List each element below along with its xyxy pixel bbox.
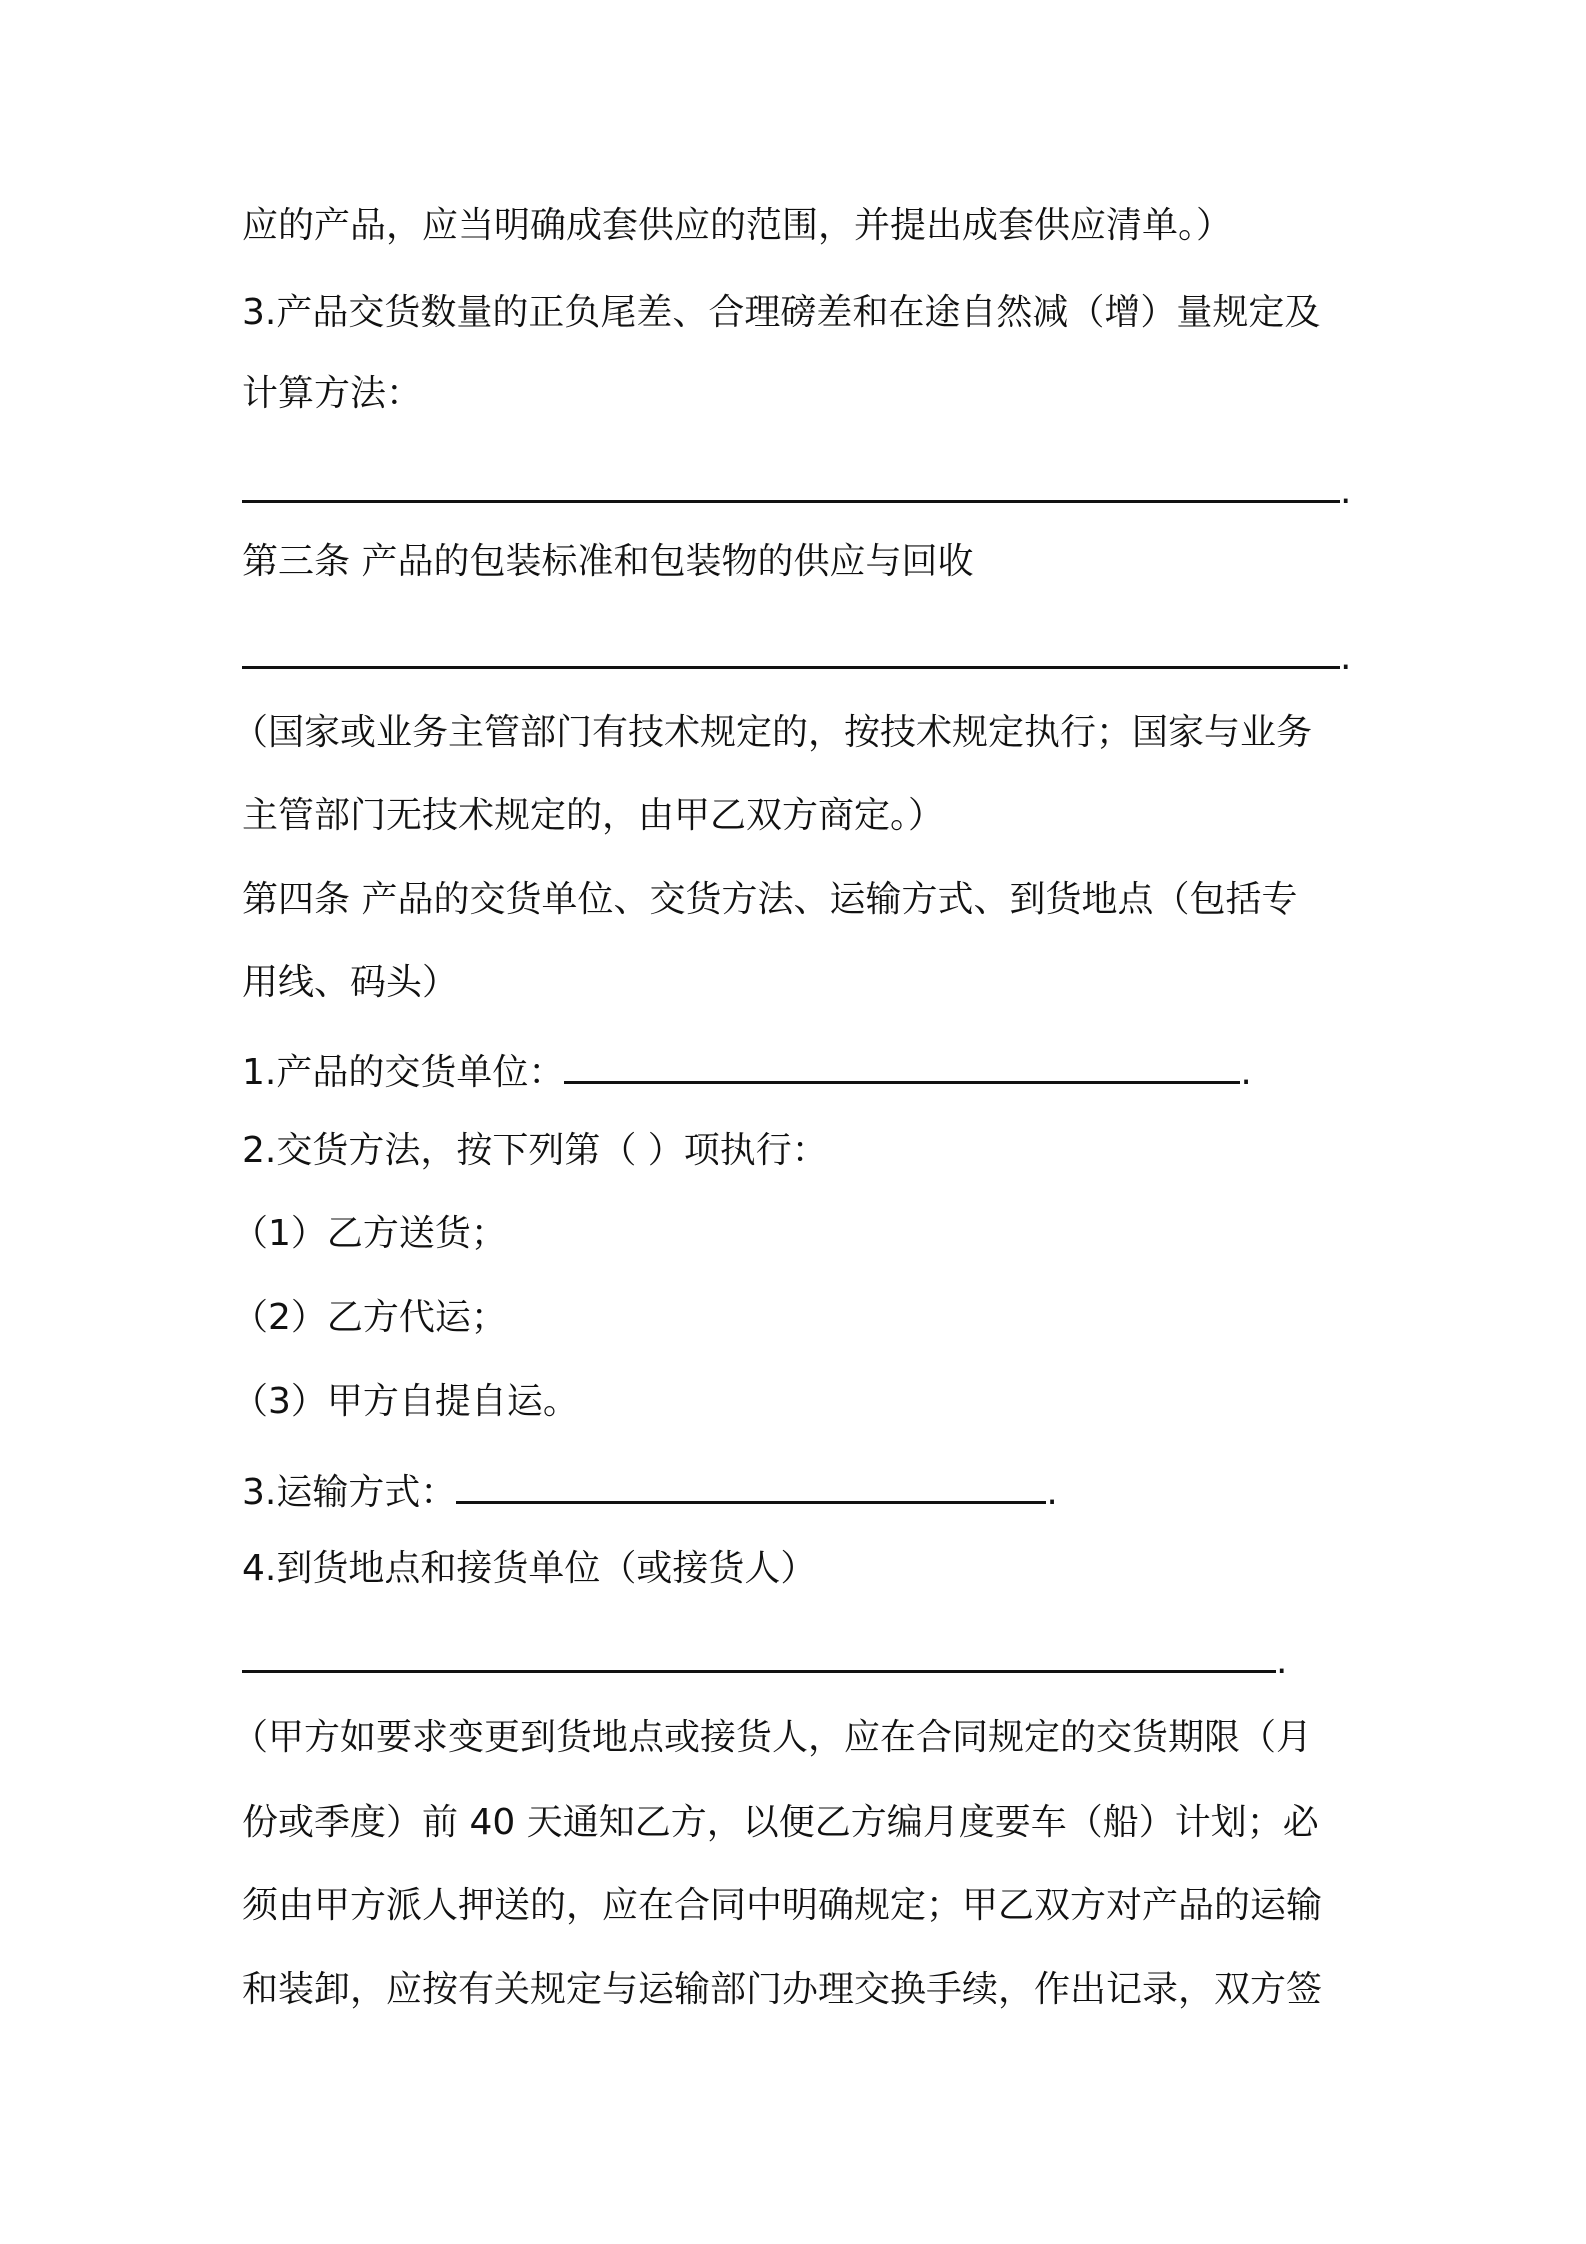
fill-in-blank[interactable] — [242, 632, 1340, 669]
option-item: （1）乙方送货； — [232, 1213, 507, 1254]
text-line: 须由甲方派人押送的，应在合同中明确规定；甲乙双方对产品的运输 — [242, 1885, 1323, 1926]
period: . — [1240, 1052, 1252, 1093]
option-item: （3）甲方自提自运。 — [232, 1381, 579, 1422]
text-line: 3.产品交货数量的正负尾差、合理磅差和在途自然减（增）量规定及 — [242, 292, 1321, 333]
destination-blank[interactable] — [242, 1636, 1276, 1673]
text-line: 4.到货地点和接货单位（或接货人） — [242, 1548, 817, 1589]
section-heading: 第四条 产品的交货单位、交货方法、运输方式、到货地点（包括专 — [242, 879, 1298, 920]
section-heading: 第三条 产品的包装标准和包装物的供应与回收 — [242, 541, 974, 582]
blank-line — [242, 1636, 1287, 1686]
text-line: 应的产品，应当明确成套供应的范围，并提出成套供应清单。） — [242, 205, 1233, 246]
text-line: 计算方法： — [242, 373, 423, 414]
field-label: 3.运输方式： — [242, 1472, 457, 1513]
fill-in-blank[interactable] — [242, 466, 1340, 503]
period: . — [1340, 637, 1352, 678]
text-line: 主管部门无技术规定的，由甲乙双方商定。） — [242, 795, 945, 836]
period: . — [1046, 1472, 1058, 1513]
text-line: 份或季度）前 40 天通知乙方，以便乙方编月度要车（船）计划；必 — [242, 1802, 1319, 1843]
blank-line — [242, 632, 1351, 682]
period: . — [1276, 1641, 1288, 1682]
field-line — [242, 1047, 1252, 1097]
text-line: （国家或业务主管部门有技术规定的，按技术规定执行；国家与业务 — [232, 712, 1313, 753]
text-line: 2.交货方法，按下列第（ ）项执行： — [242, 1130, 828, 1171]
text-line: 用线、码头） — [242, 962, 459, 1003]
option-item: （2）乙方代运； — [232, 1297, 507, 1338]
transport-method-blank[interactable] — [456, 1467, 1046, 1504]
delivery-unit-blank[interactable] — [564, 1047, 1240, 1084]
text-line: （甲方如要求变更到货地点或接货人，应在合同规定的交货期限（月 — [232, 1717, 1313, 1758]
blank-line — [242, 466, 1351, 516]
text-line: 和装卸，应按有关规定与运输部门办理交换手续，作出记录，双方签 — [242, 1969, 1323, 2010]
field-label: 1.产品的交货单位： — [242, 1052, 565, 1093]
field-line — [242, 1467, 1058, 1517]
period: . — [1340, 471, 1352, 512]
